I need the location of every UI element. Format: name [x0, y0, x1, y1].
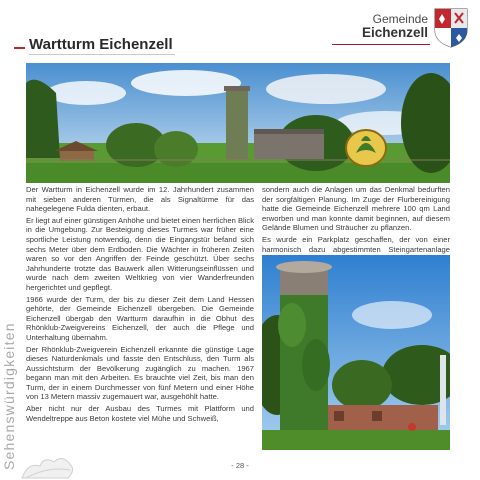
oak-leaf-badge-icon: [346, 130, 386, 166]
municipality-brand: [362, 13, 428, 40]
brand-line-gemeinde: Gemeinde: [372, 12, 428, 26]
paragraph: 1966 wurde der Turm, der bis zu dieser Zeit dem Land Hessen gehörte, der Gemeinde Eichenzell übergeben. Die Gemeinde Eichenzell übergab den Wartturm daraufhin in die Obhut des Rhönklub-Zweigvereins Eichenzell, der auch die Pflege und Unterhaltung übernahm.: [26, 294, 254, 342]
paragraph: sondern auch die Anlagen um das Denkmal bedurften der sorgfältigen Planung. Im Zuge der Flurbereinigung hatte die Gemeinde Eichenzell mehrere 100 qm Land erworben und man konnte damit beginnen, auf diesem Gelände Blumen und Sträucher zu pflanzen.: [262, 185, 450, 233]
page-title: Wartturm Eichenzell: [29, 36, 173, 53]
title-accent-bar: [14, 47, 25, 49]
paragraph: Es wurde ein Parkplatz geschaffen, der von einer harmonisch dazu abgestimmten Steingartenanlage: [262, 234, 450, 254]
paragraph: Der Wartturm in Eichenzell wurde im 12. Jahrhundert zusammen mit sieben anderen Türmen, die als Signaltürme für das nahegelegene Fulda dienten, erbaut.: [26, 185, 254, 214]
paragraph: Der Rhönklub-Zweigverein Eichenzell erkannte die günstige Lage dieses Naturdenkmals und fasste den Entschluss, den Turm als Aussichtsturm der Bevölkerung zugänglich zu machen. 1967 begann man mit den Arbeiten. Es brauchte viel Zeit, bis man den Turm, der in einem Durchmesser von fünf Metern und einer Höhe von 13 Metern massiv zugemauert war, ausgehöhlt hatte.: [26, 344, 254, 402]
article-column-left: [26, 185, 254, 425]
page-number: - 28 -: [231, 461, 249, 470]
coat-of-arms-icon: [434, 8, 468, 48]
section-label-vertical: Sehenswürdigkeiten: [1, 322, 17, 470]
brand-line-eichenzell: Eichenzell: [361, 24, 428, 40]
tower-panorama-photo: [26, 63, 450, 183]
title-underline: [29, 54, 175, 55]
paragraph: Aber nicht nur der Ausbau des Turmes mit Plattform und Wendeltreppe aus Beton kostete viel Mühe und Schweiß,: [26, 404, 254, 423]
brand-underline: [332, 44, 430, 45]
paragraph: Er liegt auf einer günstigen Anhöhe und bietet einen herrlichen Blick in die Umgebung. Zur Besteigung dieses Turmes war früher eine sportliche Leistung notwendig, denn die Eingangstür befand sich sechs Meter über dem Erdboden. Die Wächter in früheren Zeiten waren so vor den Angriffen der Feinde geschützt. Über sechs Jahrhunderte trotzte das Bauwerk allen Witterungseinflüssen und wurde nach dem zweiten Weltkrieg von vier Wanderfreunden hergerichtet und gepflegt.: [26, 215, 254, 292]
tower-ivy-photo: [262, 255, 450, 450]
